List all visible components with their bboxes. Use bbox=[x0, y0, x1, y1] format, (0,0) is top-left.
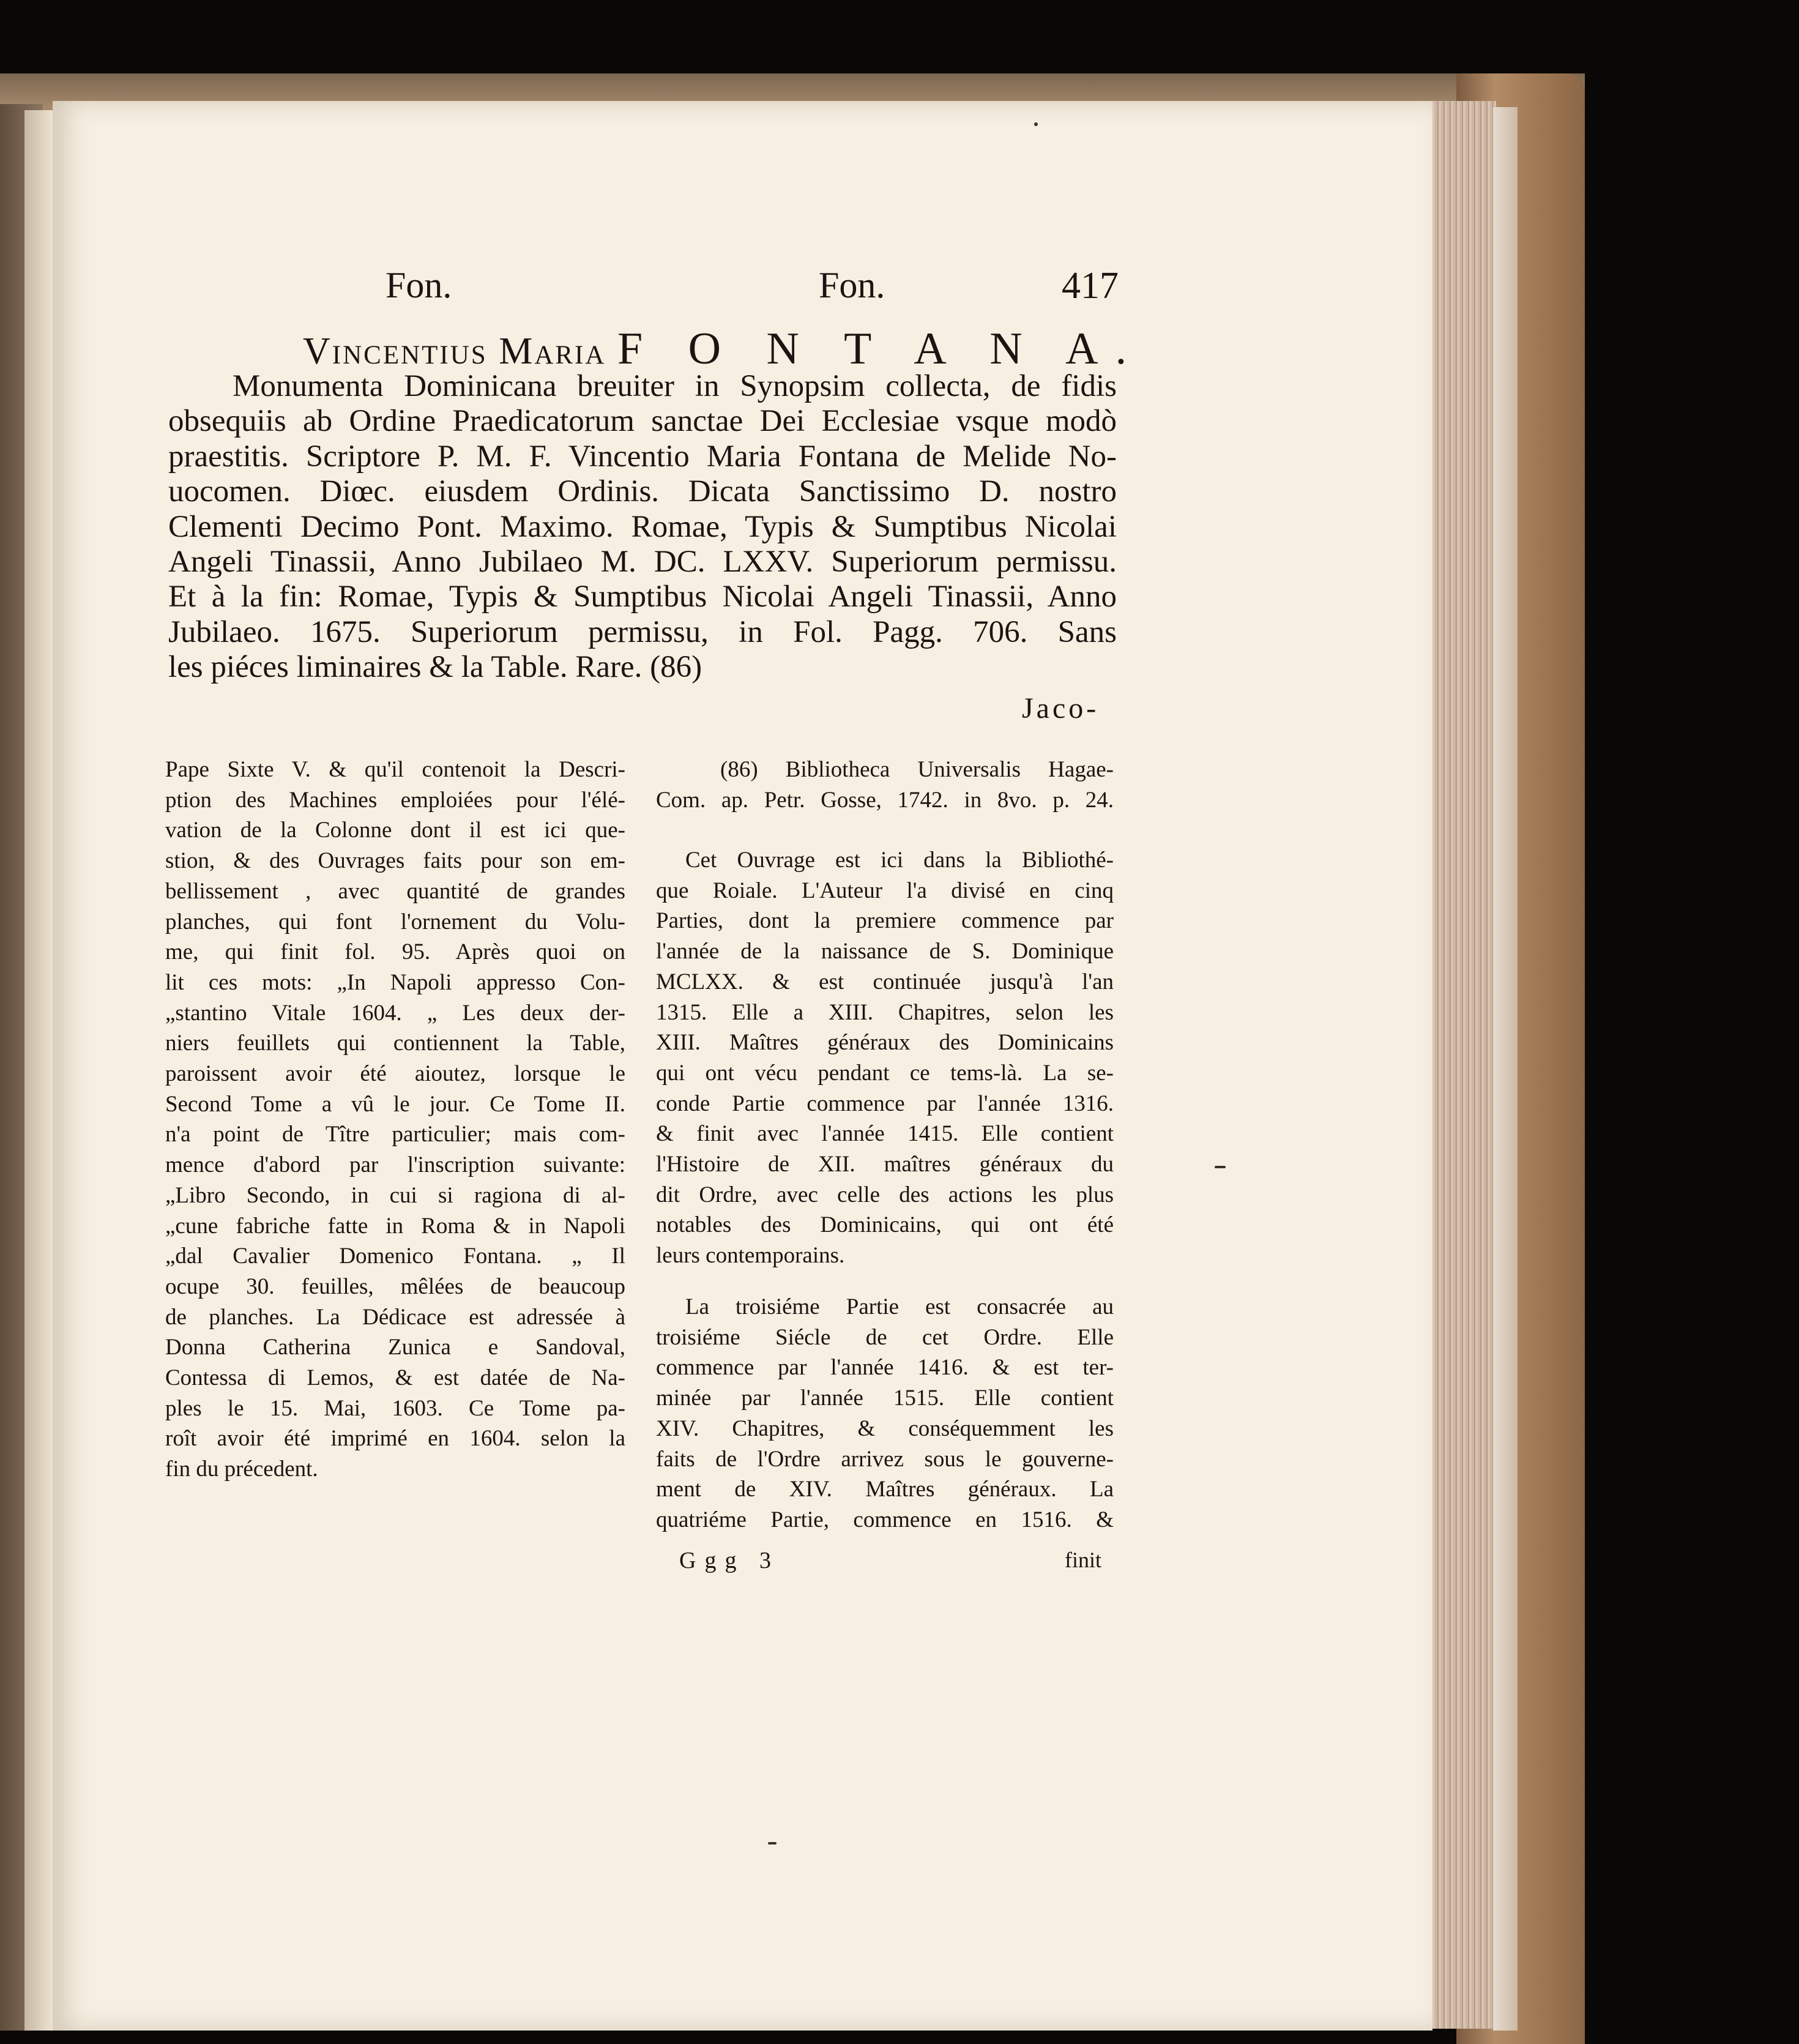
left-line: Pape Sixte V. & qu'il contenoit la Descri- bbox=[165, 757, 625, 782]
left-line: Donna Catherina Zunica e Sandoval, bbox=[165, 1335, 625, 1360]
left-line: Contessa di Lemos, & est datée de Na- bbox=[165, 1365, 625, 1391]
right-line: l'année de la naissance de S. Dominique bbox=[656, 939, 1114, 964]
left-line: bellissement , avec quantité de grandes bbox=[165, 878, 625, 904]
left-line: „Libro Secondo, in cui si ragiona di al- bbox=[165, 1182, 625, 1208]
catchword-bottom: finit bbox=[1065, 1548, 1101, 1572]
author-surname: F O N T A N A. bbox=[617, 324, 1144, 374]
left-line: „stantino Vitale 1604. „ Les deux der- bbox=[165, 1000, 625, 1026]
right-column-paragraph-1 bbox=[656, 845, 1114, 1271]
main-line: obsequiis ab Ordine Praedicatorum sanctae Dei Ecclesiae vsque modò bbox=[168, 404, 1117, 439]
left-line: „cune fabriche fatte in Roma & in Napoli bbox=[165, 1213, 625, 1239]
page-speck bbox=[1034, 122, 1038, 126]
right-line: faits de l'Ordre arrivez sous le gouverne- bbox=[656, 1446, 1114, 1472]
footnote bbox=[656, 755, 1114, 815]
left-line: fin du précedent. bbox=[165, 1457, 318, 1482]
right-line: MCLXX. & est continuée jusqu'à l'an bbox=[656, 969, 1114, 994]
right-line: XIII. Maîtres généraux des Dominicains bbox=[656, 1030, 1114, 1056]
right-line: dit Ordre, avec celle des actions les plus bbox=[656, 1182, 1114, 1207]
main-line: Jubilaeo. 1675. Superiorum permissu, in Fol. Pagg. 706. Sans bbox=[168, 614, 1117, 649]
main-line: Et à la fin: Romae, Typis & Sumptibus Nicolai Angeli Tinassii, Anno bbox=[168, 580, 1117, 614]
left-column bbox=[165, 755, 625, 1485]
right-line: leurs contemporains. bbox=[656, 1243, 845, 1269]
page-speck bbox=[1215, 1166, 1226, 1168]
entry-title bbox=[303, 323, 1144, 375]
left-line: stion, & des Ouvrages faits pour son em- bbox=[165, 848, 625, 874]
left-line: me, qui finit fol. 95. Après quoi on bbox=[165, 939, 625, 965]
left-page-sliver bbox=[24, 110, 55, 2031]
left-line: lit ces mots: „In Napoli appresso Con- bbox=[165, 969, 625, 995]
left-line: de planches. La Dédicace est adressée à bbox=[165, 1304, 625, 1330]
left-line: Second Tome a vû le jour. Ce Tome II. bbox=[165, 1091, 625, 1117]
main-line: praestitis. Scriptore P. M. F. Vincentio Maria Fontana de Melide No- bbox=[168, 439, 1117, 474]
main-line: Monumenta Dominicana breuiter in Synopsim collecta, de fidis bbox=[233, 369, 1117, 403]
author-first-names: Vincentius Maria bbox=[303, 330, 606, 372]
left-line: ocupe 30. feuilles, mêlées de beaucoup bbox=[165, 1274, 625, 1299]
left-line: ples le 15. Mai, 1603. Ce Tome pa- bbox=[165, 1395, 625, 1421]
running-head-left: Fon. bbox=[386, 265, 452, 305]
footnote-line: Com. ap. Petr. Gosse, 1742. in 8vo. p. 24. bbox=[656, 787, 1114, 813]
right-line: Cet Ouvrage est ici dans la Bibliothé- bbox=[685, 848, 1114, 873]
right-line: troisiéme Siécle de cet Ordre. Elle bbox=[656, 1324, 1114, 1350]
left-line: „dal Cavalier Domenico Fontana. „ Il bbox=[165, 1244, 625, 1269]
right-line: que Roiale. L'Auteur l'a divisé en cinq bbox=[656, 878, 1114, 903]
left-line: ption des Machines emploiées pour l'élé- bbox=[165, 787, 625, 813]
right-column-paragraph-2 bbox=[656, 1292, 1114, 1535]
running-head-center: Fon. bbox=[819, 265, 885, 305]
page-block-edges bbox=[1429, 101, 1496, 2029]
page-speck bbox=[768, 1842, 777, 1844]
right-line: XIV. Chapitres, & conséquemment les bbox=[656, 1416, 1114, 1441]
main-line: les piéces liminaires & la Table. Rare. (86) bbox=[168, 650, 702, 685]
catchword-main: Jaco- bbox=[1022, 692, 1100, 725]
right-line: conde Partie commence par l'année 1316. bbox=[656, 1091, 1114, 1116]
right-line: quatriéme Partie, commence en 1516. & bbox=[656, 1507, 1114, 1532]
right-line: & finit avec l'année 1415. Elle contient bbox=[656, 1121, 1114, 1147]
left-line: paroissent avoir été aioutez, lorsque le bbox=[165, 1061, 625, 1087]
right-line: 1315. Elle a XIII. Chapitres, selon les bbox=[656, 999, 1114, 1025]
right-line: commence par l'année 1416. & est ter- bbox=[656, 1355, 1114, 1381]
right-line: Parties, dont la premiere commence par bbox=[656, 908, 1114, 934]
footnote-line: (86) Bibliotheca Universalis Hagae- bbox=[720, 757, 1114, 782]
main-entry-paragraph bbox=[168, 369, 1117, 685]
main-line: uocomen. Diœc. eiusdem Ordinis. Dicata Sanctissimo D. nostro bbox=[168, 474, 1117, 509]
main-line: Angeli Tinassii, Anno Jubilaeo M. DC. LXXV. Superiorum permissu. bbox=[168, 545, 1117, 580]
right-line: notables des Dominicains, qui ont été bbox=[656, 1212, 1114, 1238]
left-line: niers feuillets qui contiennent la Table, bbox=[165, 1031, 625, 1056]
right-line: l'Histoire de XII. maîtres généraux du bbox=[656, 1152, 1114, 1177]
page-block-edges-outer bbox=[1493, 107, 1518, 2031]
main-line: Clementi Decimo Pont. Maximo. Romae, Typis & Sumptibus Nicolai bbox=[168, 509, 1117, 544]
left-line: vation de la Colonne dont il est ici que- bbox=[165, 818, 625, 843]
left-line: mence d'abord par l'inscription suivante: bbox=[165, 1152, 625, 1178]
left-line: planches, qui font l'ornement du Volu- bbox=[165, 909, 625, 934]
right-line: minée par l'année 1515. Elle contient bbox=[656, 1386, 1114, 1411]
left-line: n'a point de Tître particulier; mais com- bbox=[165, 1122, 625, 1147]
right-line: La troisiéme Partie est consacrée au bbox=[685, 1294, 1114, 1319]
left-line: roît avoir été imprimé en 1604. selon la bbox=[165, 1426, 625, 1452]
signature-mark: Ggg 3 bbox=[679, 1548, 780, 1573]
right-line: ment de XIV. Maîtres généraux. La bbox=[656, 1477, 1114, 1502]
page-number: 417 bbox=[1062, 265, 1119, 307]
right-line: qui ont vécu pendant ce tems-là. La se- bbox=[656, 1060, 1114, 1086]
